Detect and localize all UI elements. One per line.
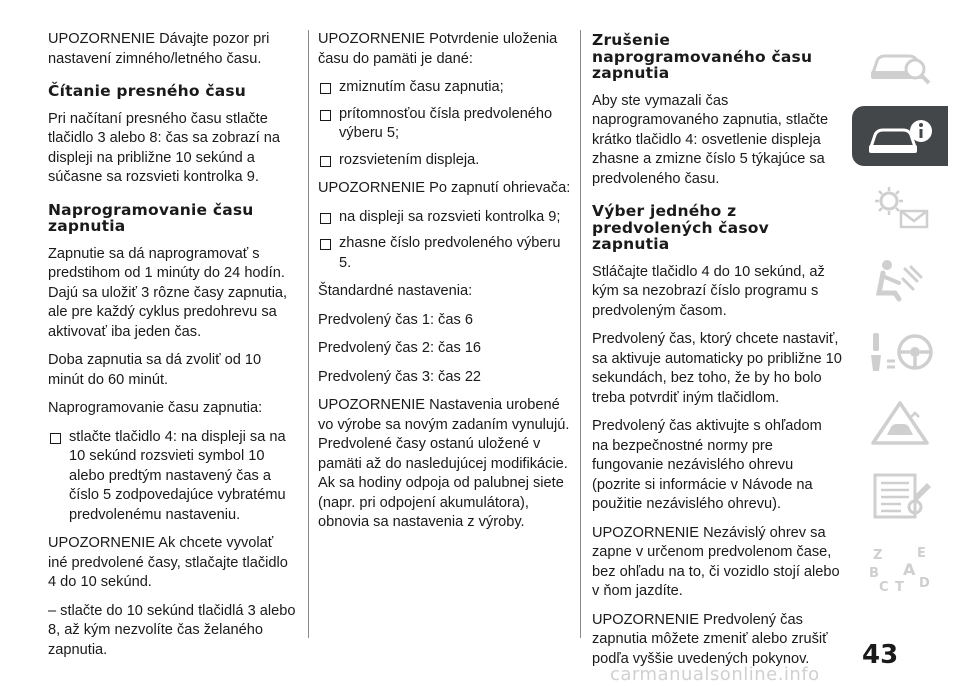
chapter-tabs [852,34,952,610]
heading-programming: Naprogramovanie času zapnutia [48,200,254,235]
column-divider-left [308,30,309,638]
text-cancel: Aby ste vymazali čas naprogramovaného zapnutia, stlačte krátko tlačidlo 4: osvetlenie displeja zhasne a zmizne číslo 5 týkajúce sa predvoleného času. [592,92,829,187]
text-select-3: Predvolený čas aktivujte s ohľadom na bezpečnostné normy pre fungovanie nezávislého ohrevu (pozrite si informácie v Návode na použitie nezávislého ohrevu). [592,418,822,512]
index-letter-c: C [879,580,889,593]
tab-car-search[interactable] [852,34,948,94]
note-summer-time: UPOZORNENIE Dávajte pozor pri nastavení zimného/letného času. [48,31,270,67]
warning-lights-icon [865,183,935,233]
page-number: 43 [862,640,899,670]
text-programming-5: – stlačte do 10 sekúnd tlačidlá 3 alebo 8, až kým nezvolíte čas želaného zapnutia. [48,602,296,658]
list-item: na displeji sa rozsvieti kontrolka 9; [318,208,572,228]
index-letter-t: T [895,580,904,593]
tab-alphabet-index[interactable] [852,538,948,598]
note-factory-settings: UPOZORNENIE Nastavenia urobené vo výrobe sa novým zadaním vynulujú. Predvolené časy ostanú uložené v pamäti až do nasledujúcej modifikácie. Ak sa hodiny odpoja od palubnej siete (napr. pri odpojení akumulátora), obnovia sa nastavenia z výroby. [318,397,570,530]
list-item: zhasne číslo predvoleného výberu 5. [318,234,572,273]
note-independent-heater: UPOZORNENIE Nezávislý ohrev sa zapne v určenom predvolenom čase, bez ohľadu na to, či vozidlo stojí alebo v ňom jazdíte. [592,524,840,599]
text-select-1: Stláčajte tlačidlo 4 do 10 sekúnd, až kým sa nezobrazí číslo programu s predvoleným časom. [592,263,825,319]
car-search-icon [865,39,935,89]
column-1 [48,30,296,669]
index-letter-a: A [903,560,916,579]
checklist-heater [318,208,572,274]
list-item: stlačte tlačidlo 4: na displeji sa na 10 sekúnd rozsvieti symbol 10 alebo predtým nastavený čas a číslo 5 zodpovedajúce vybratému predvolenému nastaveniu. [48,428,296,526]
text-programming-2: Doba zapnutia sa dá zvoliť od 10 minút do 60 minút. [48,352,262,388]
breakdown-triangle-icon [865,399,935,449]
list-item: prítomnosťou čísla predvoleného výberu 5; [318,105,572,144]
airbag-seat-icon [865,255,935,305]
watermark: carmanualsonline.info [610,664,820,685]
text-preset-3: Predvolený čas 3: čas 22 [318,368,482,385]
note-after-heater: UPOZORNENIE Po zapnutí ohrievača: [318,180,571,196]
text-reading-time: Pri načítaní presného času stlačte tlačidlo 3 alebo 8: čas sa zobrazí na displeji na približne 10 sekúnd a súčasne sa rozsvieti kontrolka 9. [48,110,281,185]
text-select-2: Predvolený čas, ktorý chcete nastaviť, sa aktivuje automaticky po približne 10 sekundách, bez toho, že by ho bolo treba potvrdiť iným tlačidlom. [592,331,842,406]
text-preset-1: Predvolený čas 1: čas 6 [318,311,473,328]
tab-breakdown[interactable] [852,394,948,454]
steering-controls-icon [865,327,935,377]
heading-select-preset: Výber jedného z predvolených časov zapnutia [592,202,769,253]
text-programming-3: Naprogramovanie času zapnutia: [48,400,263,416]
text-preset-2: Predvolený čas 2: čas 16 [318,340,482,356]
text-defaults: Štandardné nastavenia: [318,283,473,299]
tab-steering-controls[interactable] [852,322,948,382]
note-other-presets: UPOZORNENIE Ak chcete vyvolať iné predvolené časy, stlačajte tlačidlo 4 do 10 sekúnd. [48,535,288,590]
column-2 [318,30,572,542]
car-info-icon [865,111,935,161]
list-item: zmiznutím času zapnutia; [318,78,572,98]
text-programming-1: Zapnutie sa dá naprogramovať s predstihom od 1 minúty do 24 hodín. Dajú sa uložiť 3 rôzne časy zapnutia, ale pre každý cyklus predohrevu sa aktivovať iba jeden čas. [48,245,288,340]
tab-airbag-seat[interactable] [852,250,948,310]
checklist-programming [48,428,296,526]
checklist-confirm [318,78,572,170]
column-3 [592,30,842,678]
heading-cancel: Zrušenie naprogramovaného času zapnutia [592,31,813,82]
column-divider-right [580,30,581,638]
index-letter-z: Z [873,548,883,563]
note-change-preset: UPOZORNENIE Predvolený čas zapnutia môžete zmeniť alebo zrušiť podľa vyššie uvedených pokynov. [592,611,828,667]
tab-car-info[interactable] [852,106,948,166]
alphabet-index-icon [865,543,935,593]
note-memory-confirm: UPOZORNENIE Potvrdenie uloženia času do pamäti je dané: [318,31,558,67]
index-letter-b: B [869,566,879,581]
tab-service-list[interactable] [852,466,948,526]
service-list-icon [865,471,935,521]
heading-reading-time: Čítanie presného času [48,82,247,100]
list-item: rozsvietením displeja. [318,151,572,171]
tab-warning-lights[interactable] [852,178,948,238]
index-letter-d: D [919,576,930,591]
index-letter-e: E [917,546,926,561]
